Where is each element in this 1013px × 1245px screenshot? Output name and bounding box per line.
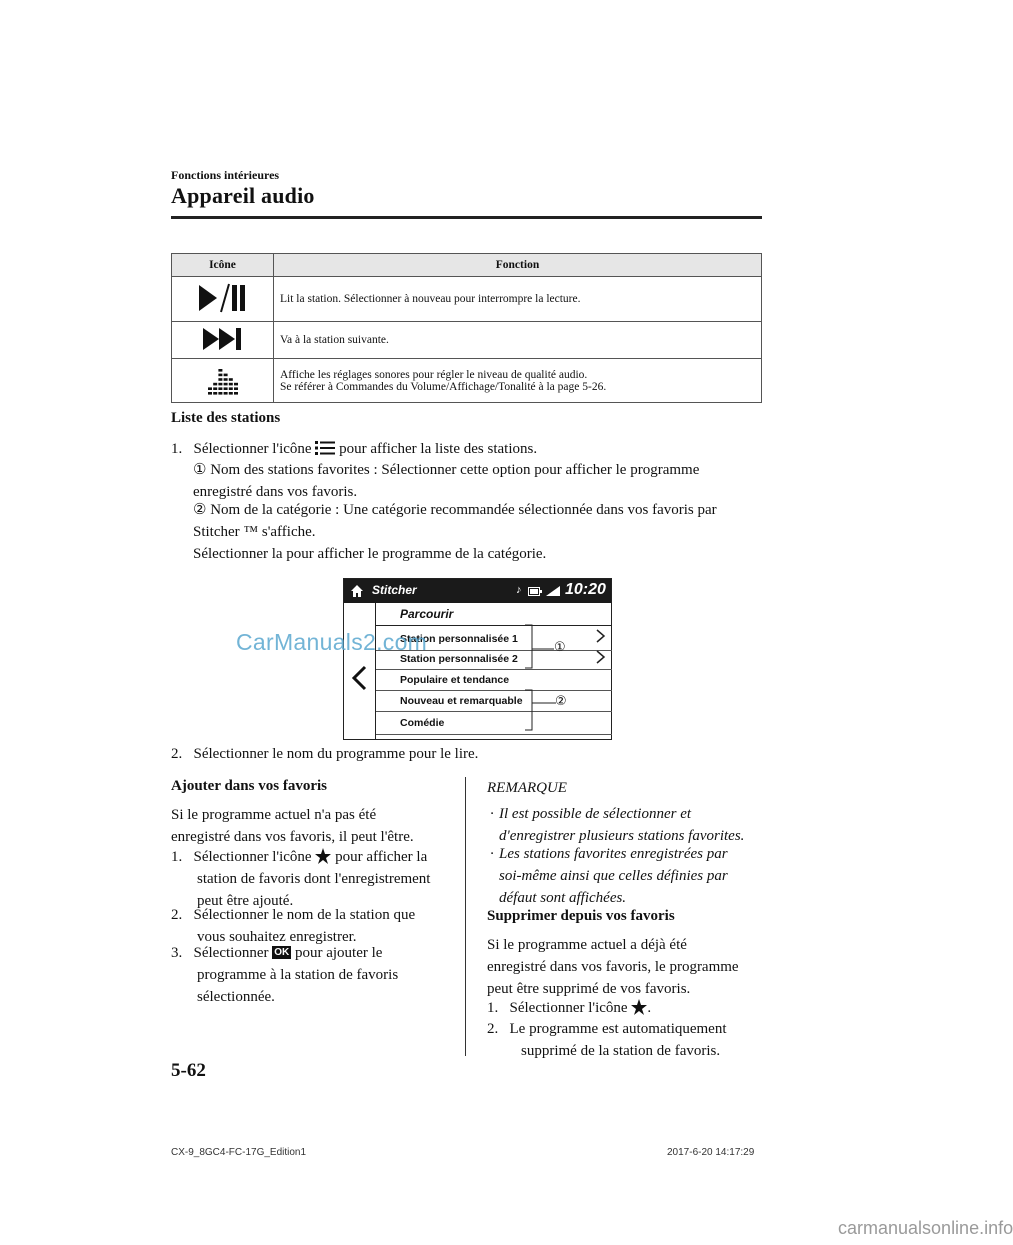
equalizer-dot [223, 392, 227, 395]
equalizer-dot [223, 387, 227, 390]
col-icon-header: Icône [172, 254, 274, 277]
table-row [172, 359, 762, 403]
equalizer-dot [213, 383, 217, 386]
equalizer-dot [223, 374, 227, 377]
site-watermark: carmanualsonline.info [838, 1218, 1013, 1238]
equalizer-dot [228, 392, 232, 395]
equalizer-dot [223, 378, 227, 381]
list-icon [315, 440, 335, 456]
equalizer-dot [208, 387, 212, 390]
screen-app-title: Stitcher [372, 583, 417, 597]
screen-clock: 10:20 [565, 581, 606, 598]
list-item[interactable]: Nouveau et remarquable [376, 691, 612, 712]
list-item[interactable]: Station personnalisée 1 [376, 626, 612, 651]
equalizer-dot [234, 387, 238, 390]
music-note-icon: ♪ [516, 584, 522, 596]
equalizer-dot [218, 369, 222, 372]
equalizer-dot [218, 387, 222, 390]
equalizer-dot [234, 383, 238, 386]
table-cell-function-ref: Se référer à Commandes du Volume/Affichage/Tonalité à la page 5-26. [280, 380, 607, 393]
remove-intro: Si le programme actuel a déjà été enregistré dans vos favoris, le programme peut être supprimé de vos favoris. [487, 937, 739, 997]
list-item[interactable]: Populaire et tendance [376, 670, 612, 691]
section-label: Fonctions intérieures [171, 168, 280, 182]
add-intro: Si le programme actuel n'a pas été enregistré dans vos favoris, il peut l'être. [171, 807, 414, 845]
equalizer-dot [213, 392, 217, 395]
screen-list-title: Parcourir [376, 603, 612, 626]
callout-lines [344, 579, 611, 739]
add-step-2: 2. Sélectionner le nom de la station que vous souhaitez enregistrer. [171, 907, 416, 945]
equalizer-dot [213, 387, 217, 390]
table-cell-function: Affiche les réglages sonores pour régler le niveau de qualité audio. [280, 368, 588, 381]
table-cell-function: Va à la station suivante. [274, 322, 762, 359]
table-row [172, 322, 762, 359]
step-2: 2. Sélectionner le nom du programme pour le lire. [171, 746, 479, 762]
table-row [172, 277, 762, 322]
skip-next-icon [199, 325, 247, 353]
col-function-header: Fonction [274, 254, 762, 277]
list-item[interactable]: Comédie [376, 712, 612, 735]
edition-label: CX-9_8GC4-FC-17G_Edition1 [171, 1147, 307, 1158]
callout-2: ② [555, 693, 567, 708]
equalizer-dot [228, 387, 232, 390]
equalizer-dot [234, 392, 238, 395]
circled-1-marker: ① [193, 462, 207, 478]
stitcher-screen-illustration [343, 578, 612, 740]
column-divider [465, 777, 466, 1056]
remove-step-2: 2. Le programme est automatiquement supprimé de la station de favoris. [487, 1021, 727, 1059]
table-header-row [172, 254, 762, 277]
play-pause-icon [195, 282, 251, 314]
section-heading-remove-favorites: Supprimer depuis vos favoris [487, 908, 675, 924]
equalizer-icon [205, 362, 241, 396]
equalizer-dot [223, 383, 227, 386]
equalizer-dot [228, 383, 232, 386]
remark-heading: REMARQUE [487, 780, 567, 796]
note-1: ① Nom des stations favorites : Sélectionner cette option pour afficher le programme enregistré dans vos favoris. [193, 462, 700, 500]
list-item[interactable]: Station personnalisée 2 [376, 651, 612, 670]
step-1: 1. Sélectionner l'icône pour afficher la liste des stations. [171, 441, 538, 457]
section-heading-stations: Liste des stations [171, 410, 281, 426]
add-step-1: 1. Sélectionner l'icône pour afficher la station de favoris dont l'enregistrement peut être ajouté. [171, 849, 431, 909]
table-cell-function: Lit la station. Sélectionner à nouveau pour interrompre la lecture. [274, 277, 762, 322]
section-heading-add-favorites: Ajouter dans vos favoris [171, 778, 327, 794]
remark-bullet-2: · Les stations favorites enregistrées par soi-même ainsi que celles définies par défaut sont affichées. [490, 846, 728, 906]
star-icon [315, 848, 331, 864]
note-2: ② Nom de la catégorie : Une catégorie recommandée sélectionnée dans vos favoris par Stitcher ™ s'affiche. Sélectionner la pour afficher le programme de la catégorie. [193, 502, 717, 562]
equalizer-dot [218, 383, 222, 386]
star-icon [631, 999, 647, 1015]
remark-bullet-1: · Il est possible de sélectionner et d'enregistrer plusieurs stations favorites. [490, 806, 745, 844]
page-number: 5-62 [171, 1060, 206, 1081]
icon-function-table [171, 253, 762, 403]
page-title: Appareil audio [171, 183, 315, 208]
circled-2-marker: ② [193, 502, 207, 518]
header-rule [171, 216, 762, 219]
equalizer-dot [218, 378, 222, 381]
remove-step-1: 1. Sélectionner l'icône . [487, 1000, 652, 1016]
equalizer-dot [228, 378, 232, 381]
watermark: CarManuals2.com [236, 629, 428, 655]
equalizer-dot [218, 374, 222, 377]
equalizer-dot [218, 392, 222, 395]
equalizer-dot [208, 392, 212, 395]
ok-button-icon: OK [274, 947, 290, 958]
callout-1: ① [554, 639, 566, 654]
print-timestamp: 2017-6-20 14:17:29 [667, 1147, 755, 1158]
add-step-3: 3. Sélectionner OK pour ajouter le programme à la station de favoris sélectionnée. [171, 945, 399, 1005]
